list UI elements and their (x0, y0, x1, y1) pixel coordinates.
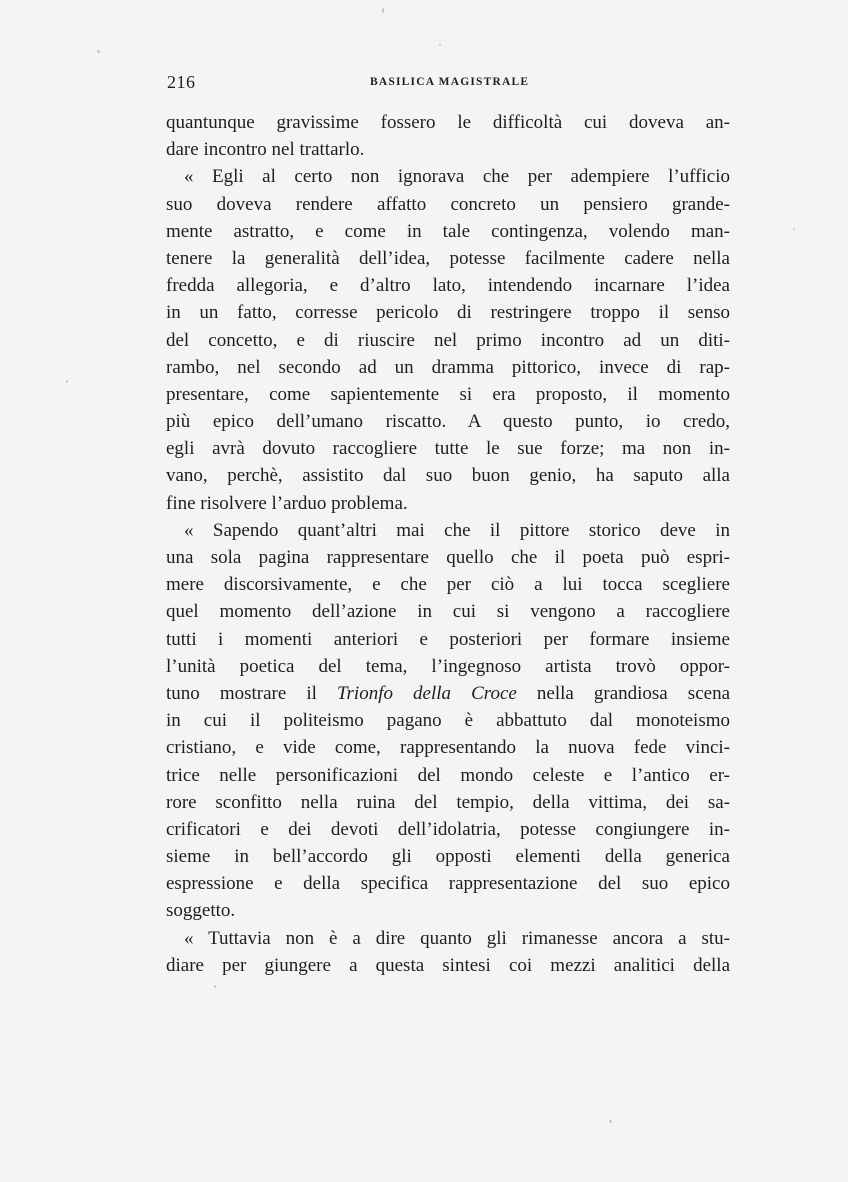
text-line: tutti i momenti anteriori e posteriori per formare insieme (166, 628, 730, 650)
speck (793, 228, 795, 230)
running-title: BASILICA MAGISTRALE (370, 76, 530, 88)
text-line: rore sconfitto nella ruina del tempio, della vittima, dei sa- (166, 791, 730, 813)
page-header (167, 72, 729, 96)
speck (66, 380, 68, 383)
text-line: suo doveva rendere affatto concreto un pensiero grande- (166, 193, 730, 215)
text-line: trice nelle personificazioni del mondo celeste e l’antico er- (166, 764, 730, 786)
text-line: in cui il politeismo pagano è abbattuto dal monoteismo (166, 710, 730, 732)
text-line: l’unità poetica del tema, l’ingegnoso artista trovò oppor- (166, 655, 730, 677)
speck (609, 1120, 612, 1123)
text-line: « Egli al certo non ignorava che per adempiere l’ufficio (184, 166, 730, 188)
text-segment: nella grandiosa scena (516, 682, 730, 704)
speck (439, 44, 441, 46)
text-line: presentare, come sapientemente si era proposto, il momento (166, 383, 730, 405)
text-line: fredda allegoria, e d’altro lato, intendendo incarnare l’idea (166, 275, 730, 297)
text-line: diare per giungere a questa sintesi coi mezzi analitici della (166, 954, 730, 976)
text-line: cristiano, e vide come, rappresentando la nuova fede vinci- (166, 737, 730, 759)
text-line: vano, perchè, assistito dal suo buon genio, ha saputo alla (166, 465, 730, 487)
text-line: sieme in bell’accordo gli opposti elementi della generica (166, 846, 730, 868)
text-segment: tuno mostrare il (166, 682, 337, 704)
text-line: tenere la generalità dell’idea, potesse facilmente cadere nella (166, 247, 730, 269)
italic-title: Trionfo della Croce (337, 682, 517, 704)
text-line: soggetto. (166, 900, 236, 922)
text-line: in un fatto, corresse pericolo di restringere troppo il senso (166, 302, 730, 324)
text-line: rambo, nel secondo ad un dramma pittorico, invece di rap- (166, 356, 730, 378)
speck (382, 8, 384, 13)
text-line: crificatori e dei devoti dell’idolatria, potesse congiungere in- (166, 818, 730, 840)
text-line: dare incontro nel trattarlo. (166, 139, 365, 161)
text-line: quantunque gravissime fossero le difficoltà cui doveva an- (166, 112, 730, 133)
text-line-with-italic (166, 680, 730, 707)
text-line: mente astratto, e come in tale contingenza, volendo man- (166, 220, 730, 242)
text-line: espressione e della specifica rappresentazione del suo epico (166, 873, 730, 895)
speck (214, 985, 216, 988)
text-line: mere discorsivamente, e che per ciò a lui tocca scegliere (166, 574, 730, 596)
text-line: « Sapendo quant’altri mai che il pittore storico deve in (184, 519, 730, 541)
text-line: del concetto, e di riuscire nel primo incontro ad un diti- (166, 329, 730, 351)
text-line: una sola pagina rappresentare quello che il poeta può espri- (166, 547, 730, 568)
text-line: più epico dell’umano riscatto. A questo punto, io credo, (166, 411, 730, 433)
speck (97, 50, 100, 53)
text-line: fine risolvere l’arduo problema. (166, 492, 408, 514)
text-line: egli avrà dovuto raccogliere tutte le sue forze; ma non in- (166, 438, 730, 460)
text-line: « Tuttavia non è a dire quanto gli rimanesse ancora a stu- (184, 927, 730, 949)
page-number: 216 (167, 72, 196, 92)
body-text (166, 109, 730, 979)
text-line: quel momento dell’azione in cui si vengono a raccogliere (166, 601, 730, 623)
